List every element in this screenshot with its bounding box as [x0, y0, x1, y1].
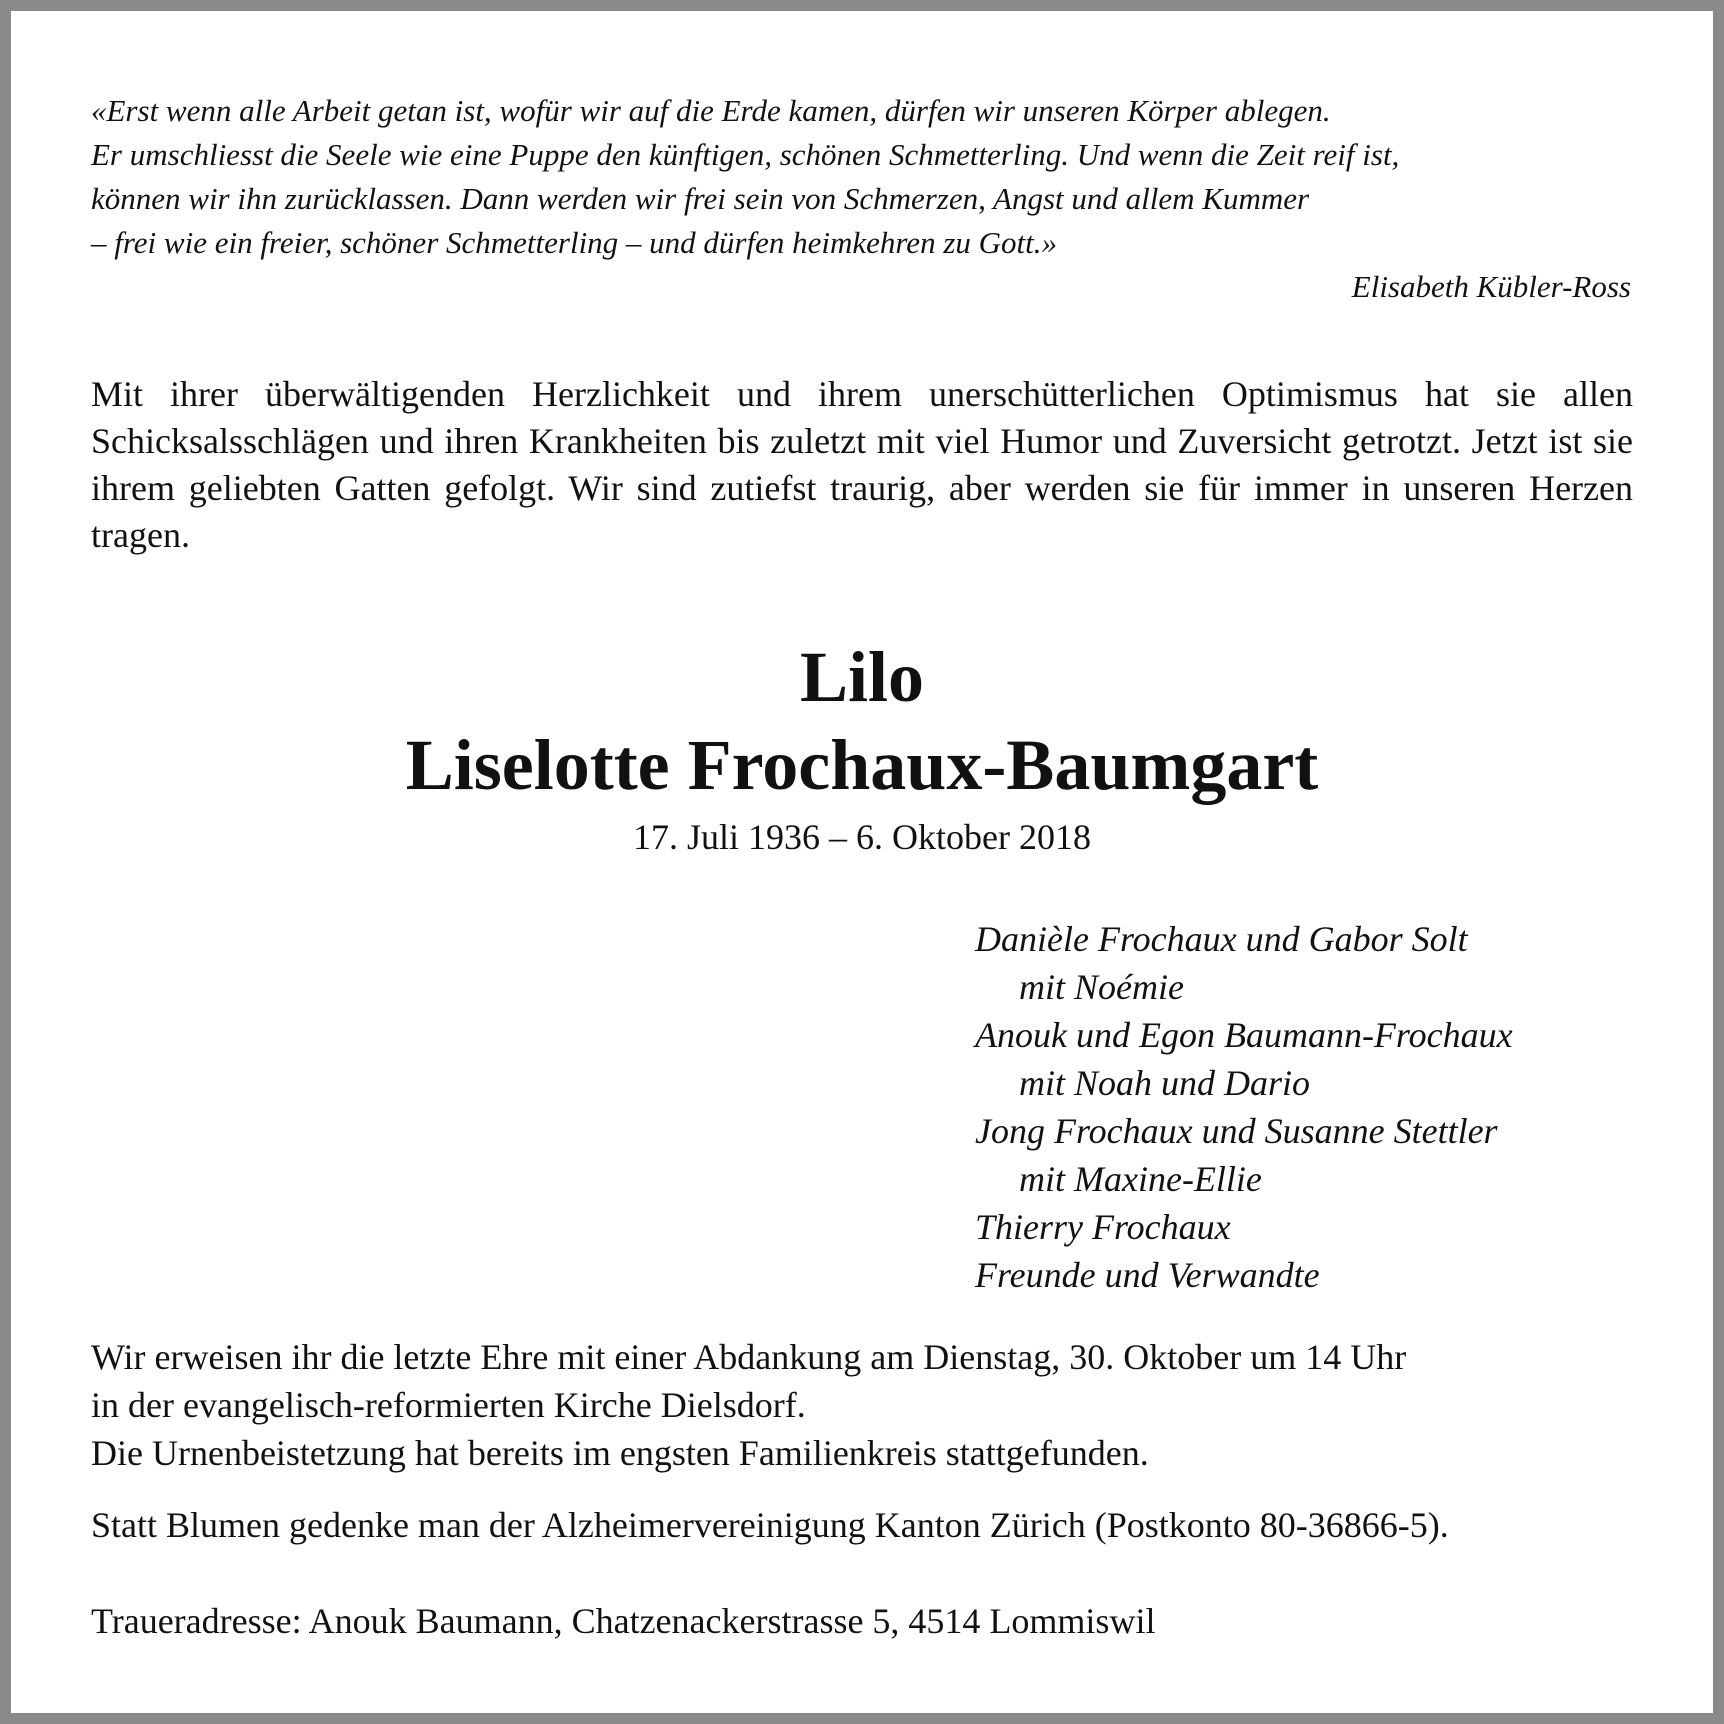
- intro-paragraph: Mit ihrer überwältigenden Herzlichkeit und ihrem unerschütterlichen Optimismus hat sie allen Schicksalsschlägen und ihren Krankheiten bis zuletzt mit viel Humor und Zuversicht getrotzt. Jetzt ist sie ihrem geliebten Gatten gefolgt. Wir sind zutiefst traurig, aber werden sie für immer in unseren Herzen tragen.: [91, 374, 1633, 555]
- quote-line: – frei wie ein freier, schöner Schmetterling – und dürfen heimkehren zu Gott.»: [91, 225, 1057, 260]
- ceremony-line: in der evangelisch-reformierten Kirche Dielsdorf.: [91, 1385, 806, 1425]
- mourner-line: mit Maxine-Ellie: [1019, 1159, 1262, 1199]
- mourner-line: Anouk und Egon Baumann-Frochaux: [975, 1015, 1513, 1055]
- mourner-line: mit Noémie: [1019, 967, 1184, 1007]
- ceremony-line: Die Urnenbeistetzung hat bereits im engsten Familienkreis stattgefunden.: [91, 1433, 1149, 1473]
- deceased-full-name: Liselotte Frochaux-Baumgart: [405, 725, 1319, 805]
- deceased-nickname: Lilo: [799, 637, 925, 717]
- quote-line: «Erst wenn alle Arbeit getan ist, wofür wir auf die Erde kamen, dürfen wir unseren Körper ablegen.: [91, 93, 1331, 128]
- mourner-line: Danièle Frochaux und Gabor Solt: [975, 919, 1468, 959]
- obituary-page: [11, 11, 1713, 1713]
- quote-line: können wir ihn zurücklassen. Dann werden wir frei sein von Schmerzen, Angst und allem Kummer: [91, 181, 1310, 216]
- mourner-line: Thierry Frochaux: [975, 1207, 1231, 1247]
- life-dates: 17. Juli 1936 – 6. Oktober 2018: [633, 817, 1091, 857]
- donation-notice: Statt Blumen gedenke man der Alzheimervereinigung Kanton Zürich (Postkonto 80-36866-5).: [91, 1505, 1449, 1545]
- ceremony-line: Wir erweisen ihr die letzte Ehre mit einer Abdankung am Dienstag, 30. Oktober um 14 Uhr: [91, 1337, 1407, 1377]
- deceased-name-block: [11, 633, 1713, 861]
- mourning-address: Traueradresse: Anouk Baumann, Chatzenackerstrasse 5, 4514 Lommiswil: [91, 1601, 1156, 1641]
- epigraph-quote: [91, 89, 1641, 309]
- quote-line: Er umschliesst die Seele wie eine Puppe den künftigen, schönen Schmetterling. Und wenn die Zeit reif ist,: [91, 137, 1400, 172]
- ceremony-notice: [91, 1333, 1651, 1477]
- mourners-list: [975, 915, 1695, 1299]
- quote-author: Elisabeth Kübler-Ross: [1351, 269, 1631, 304]
- mourner-line: mit Noah und Dario: [1019, 1063, 1311, 1103]
- mourner-line: Freunde und Verwandte: [975, 1255, 1320, 1295]
- mourner-line: Jong Frochaux und Susanne Stettler: [975, 1111, 1498, 1151]
